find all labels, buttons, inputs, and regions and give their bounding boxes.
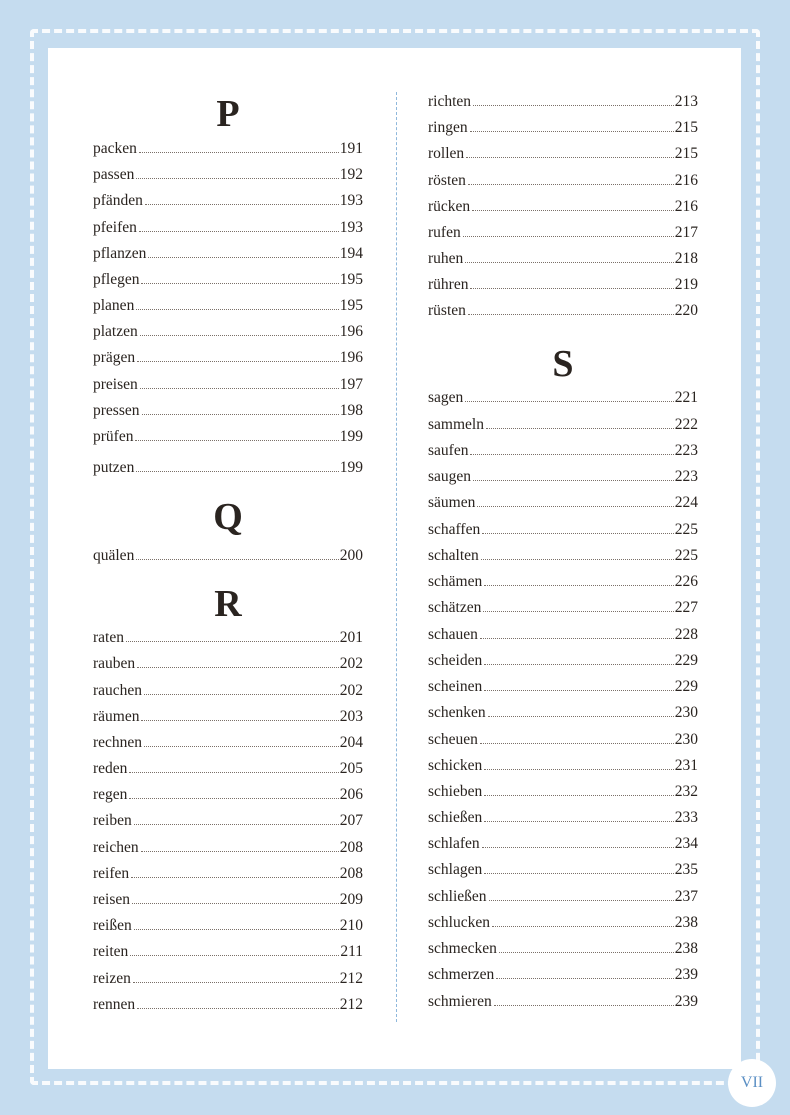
index-entry[interactable]: reiben 207 xyxy=(93,812,363,829)
index-entry[interactable]: schieben 232 xyxy=(428,783,698,800)
index-entry[interactable]: rollen 215 xyxy=(428,145,698,162)
index-entry[interactable]: reiten 211 xyxy=(93,943,363,960)
index-entry[interactable]: schlagen 235 xyxy=(428,861,698,878)
index-entry[interactable]: säumen 224 xyxy=(428,494,698,511)
index-entry[interactable]: rösten 216 xyxy=(428,172,698,189)
index-entry[interactable]: schießen 233 xyxy=(428,809,698,826)
index-entry[interactable]: schmieren 239 xyxy=(428,993,698,1010)
index-entry[interactable]: reisen 209 xyxy=(93,891,363,908)
index-entry[interactable]: reißen 210 xyxy=(93,917,363,934)
index-entry[interactable]: rühren 219 xyxy=(428,276,698,293)
index-entry[interactable]: saugen 223 xyxy=(428,468,698,485)
index-entry[interactable]: pfeifen 193 xyxy=(93,219,363,236)
index-entry[interactable]: ringen 215 xyxy=(428,119,698,136)
index-entry[interactable]: scheinen 229 xyxy=(428,678,698,695)
index-entry[interactable]: sammeln 222 xyxy=(428,416,698,433)
index-entry[interactable]: reden 205 xyxy=(93,760,363,777)
section-letter-r: R xyxy=(214,583,242,625)
index-entry[interactable]: schließen 237 xyxy=(428,888,698,905)
index-entry[interactable]: pflanzen 194 xyxy=(93,245,363,262)
section-letter-s: S xyxy=(552,343,574,385)
index-entry[interactable]: schlafen 234 xyxy=(428,835,698,852)
section-letter-p: P xyxy=(216,93,240,135)
index-entry[interactable]: rüsten 220 xyxy=(428,302,698,319)
index-entry[interactable]: schicken 231 xyxy=(428,757,698,774)
index-entry[interactable]: putzen 199 xyxy=(93,459,363,476)
index-entry[interactable]: rücken 216 xyxy=(428,198,698,215)
index-entry[interactable]: schlucken 238 xyxy=(428,914,698,931)
index-entry[interactable]: scheiden 229 xyxy=(428,652,698,669)
index-entry[interactable]: prüfen 199 xyxy=(93,428,363,445)
index-entry[interactable]: rauben 202 xyxy=(93,655,363,672)
index-entry[interactable]: pfänden 193 xyxy=(93,192,363,209)
index-entry[interactable]: schalten 225 xyxy=(428,547,698,564)
column-divider xyxy=(396,92,397,1022)
index-entry[interactable]: passen 192 xyxy=(93,166,363,183)
index-entry[interactable]: raten 201 xyxy=(93,629,363,646)
index-entry[interactable]: ruhen 218 xyxy=(428,250,698,267)
index-entry[interactable]: saufen 223 xyxy=(428,442,698,459)
index-entry[interactable]: rennen 212 xyxy=(93,996,363,1013)
index-entry[interactable]: schmerzen 239 xyxy=(428,966,698,983)
index-entry[interactable]: pflegen 195 xyxy=(93,271,363,288)
index-entry[interactable]: reizen 212 xyxy=(93,970,363,987)
index-entry[interactable]: quälen 200 xyxy=(93,547,363,564)
index-entry[interactable]: planen 195 xyxy=(93,297,363,314)
index-entry[interactable]: regen 206 xyxy=(93,786,363,803)
index-entry[interactable]: reifen 208 xyxy=(93,865,363,882)
index-entry[interactable]: sagen 221 xyxy=(428,389,698,406)
index-entry[interactable]: rauchen 202 xyxy=(93,682,363,699)
index-entry[interactable]: reichen 208 xyxy=(93,839,363,856)
index-entry[interactable]: prägen 196 xyxy=(93,349,363,366)
index-entry[interactable]: räumen 203 xyxy=(93,708,363,725)
page-number: VII xyxy=(728,1059,776,1107)
index-entry[interactable]: schämen 226 xyxy=(428,573,698,590)
index-entry[interactable]: rechnen 204 xyxy=(93,734,363,751)
index-entry[interactable]: preisen 197 xyxy=(93,376,363,393)
section-letter-q: Q xyxy=(213,496,243,538)
index-entry[interactable]: schaffen 225 xyxy=(428,521,698,538)
index-entry[interactable]: schmecken 238 xyxy=(428,940,698,957)
index-entry[interactable]: rufen 217 xyxy=(428,224,698,241)
index-entry[interactable]: packen 191 xyxy=(93,140,363,157)
index-entry[interactable]: richten 213 xyxy=(428,93,698,110)
index-entry[interactable]: scheuen 230 xyxy=(428,731,698,748)
index-entry[interactable]: schätzen 227 xyxy=(428,599,698,616)
index-entry[interactable]: platzen 196 xyxy=(93,323,363,340)
index-entry[interactable]: pressen 198 xyxy=(93,402,363,419)
index-entry[interactable]: schauen 228 xyxy=(428,626,698,643)
index-entry[interactable]: schenken 230 xyxy=(428,704,698,721)
